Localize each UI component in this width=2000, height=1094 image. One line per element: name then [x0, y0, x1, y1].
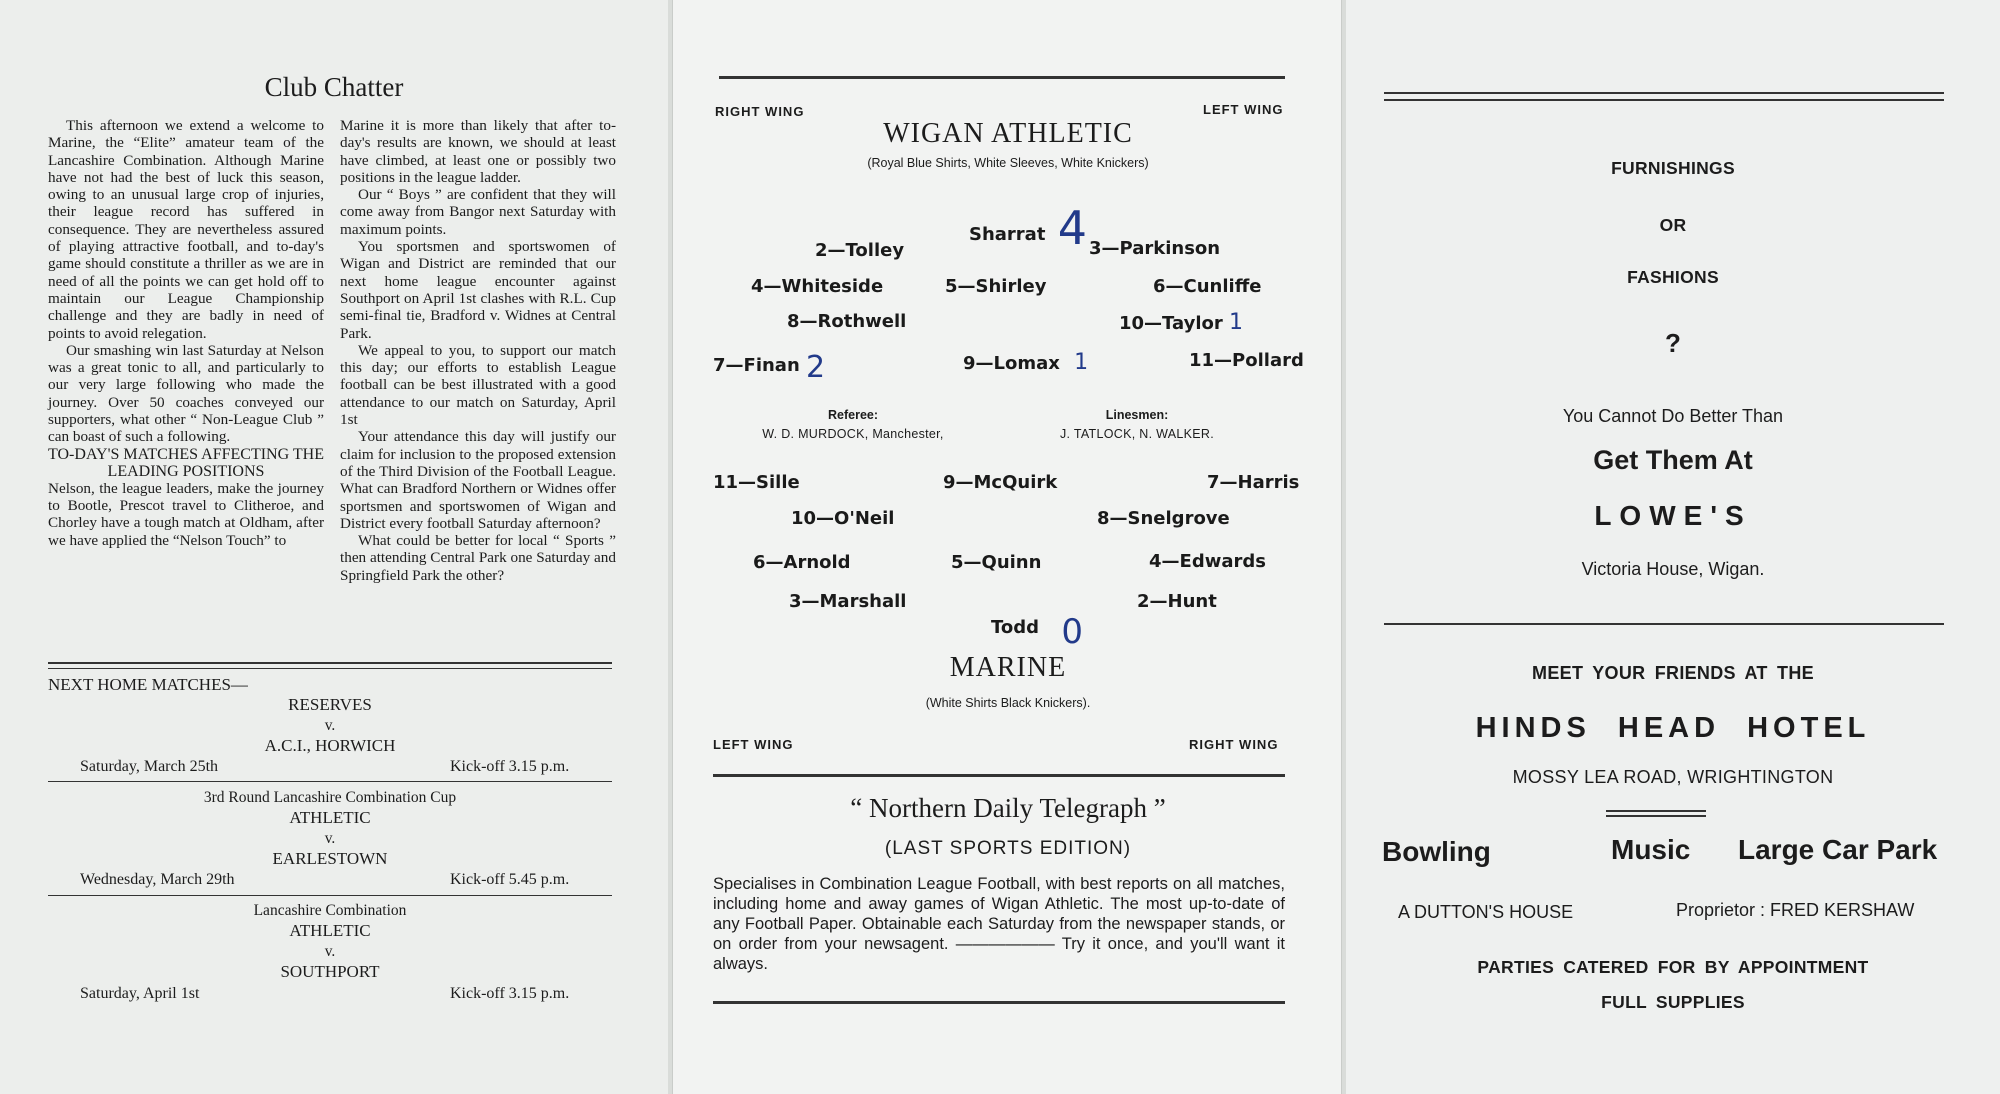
home-outside-left: 11—Pollard — [1189, 350, 1304, 371]
right-wing-label: RIGHT WING — [715, 104, 805, 119]
away-centre-half: 5—Quinn — [951, 552, 1042, 573]
team-sheet-page — [672, 0, 1342, 1094]
divider — [48, 662, 612, 669]
chatter-paragraph: We appeal to you, to support our match this day; our efforts to establish League football can be best illustrated with a good attendance to our match on Saturday, April 1st — [340, 341, 616, 429]
advert-line: FURNISHINGS — [1611, 158, 1735, 178]
page-title: Club Chatter — [264, 72, 404, 102]
home-right-back: 2—Tolley — [815, 240, 905, 261]
left-wing-label: LEFT WING — [713, 737, 794, 752]
chatter-paragraph: What could be better for local “ Sports ” then attending Central Park one Saturday and Springfield Park the other? — [340, 532, 616, 584]
home-centre-half: 5—Shirley — [945, 276, 1047, 297]
chatter-paragraph: Nelson, the league leaders, make the journey to Bootle, Prescot travel to Clitheroe, and Chorley have a tough match at Oldham, after we have applied the “Nelson Touch” to — [48, 479, 324, 549]
away-centre-forward: 9—McQuirk — [943, 472, 1058, 493]
away-right-back: 2—Hunt — [1137, 591, 1217, 612]
chatter-paragraph: You sportsmen and sportswomen of Wigan and District are reminded that our next home league encounter against Southport on April 1st clashes with R.L. Cup semi-final tie, Bradford v. Widnes at Central Park. — [340, 238, 616, 342]
home-left-back: 3—Parkinson — [1089, 238, 1221, 259]
divider — [1384, 623, 1944, 625]
advert-question-mark: ? — [1665, 328, 1681, 358]
next-home-heading: NEXT HOME MATCHES— — [48, 675, 248, 694]
fixture-competition: 3rd Round Lancashire Combination Cup — [203, 789, 457, 806]
club-chatter-page — [0, 0, 668, 1094]
player-name: 10—Taylor — [1119, 313, 1223, 334]
divider — [1384, 92, 1944, 101]
away-left-back: 3—Marshall — [789, 591, 907, 612]
home-inside-right: 8—Rothwell — [787, 311, 907, 332]
fixture-kickoff: Kick-off 5.45 p.m. — [450, 871, 570, 888]
divider — [48, 895, 612, 896]
chatter-column-left — [48, 117, 324, 549]
linesmen-label: Linesmen: — [1105, 408, 1169, 422]
fixture-home-team: ATHLETIC — [289, 921, 371, 940]
home-inside-left — [1119, 310, 1243, 335]
fixture-away-team: A.C.I., HORWICH — [264, 736, 396, 755]
goal-tally: 1 — [1074, 350, 1089, 375]
advert-shop-name: LOWE'S — [1594, 500, 1752, 531]
divider — [713, 1001, 1285, 1004]
advert-feature-bowling: Bowling — [1382, 836, 1491, 867]
chatter-paragraph: Our “ Boys ” are confident that they will come away from Bangor next Saturday with maximum points. — [340, 186, 616, 238]
away-team-colours: (White Shirts Black Knickers). — [925, 696, 1091, 710]
goal-tally: 2 — [806, 350, 826, 385]
fixture-home-team: RESERVES — [288, 695, 372, 714]
away-team-name: MARINE — [949, 652, 1067, 683]
away-outside-right: 7—Harris — [1207, 472, 1300, 493]
newspaper-advert-subtitle: (LAST SPORTS EDITION) — [884, 838, 1132, 859]
advert-brewery: A DUTTON'S HOUSE — [1398, 902, 1574, 922]
home-outside-right — [713, 350, 825, 385]
player-name: 7—Finan — [713, 355, 800, 376]
divider — [713, 774, 1285, 777]
advert-line: FASHIONS — [1627, 267, 1719, 287]
fixture-versus: v. — [324, 830, 336, 847]
advert-line: PARTIES CATERED FOR BY APPOINTMENT — [1477, 957, 1869, 977]
chatter-paragraph: Our smashing win last Saturday at Nelson was a great tonic to all, and particularly to our very large following who made the journey. Over 50 coaches conveyed our supporters, what other “ Non-League Club ” can boast of such a following. — [48, 341, 324, 446]
newspaper-advert-title: “ Northern Daily Telegraph ” — [850, 793, 1166, 823]
away-outside-left: 11—Sille — [713, 472, 800, 493]
home-team-colours: (Royal Blue Shirts, White Sleeves, White Knickers) — [867, 156, 1149, 170]
advert-line: MEET YOUR FRIENDS AT THE — [1532, 663, 1814, 683]
divider — [719, 76, 1285, 79]
fixture-date: Wednesday, March 29th — [80, 871, 235, 888]
adverts-page — [1346, 0, 2000, 1094]
advert-proprietor: Proprietor : FRED KERSHAW — [1676, 900, 1915, 920]
fixture-versus: v. — [324, 717, 336, 734]
divider — [48, 781, 612, 782]
referee-name: W. D. MURDOCK, Manchester, — [762, 427, 944, 441]
home-right-half: 4—Whiteside — [751, 276, 884, 297]
linesmen-names: J. TATLOCK, N. WALKER. — [1059, 427, 1215, 441]
advert-feature-car-park: Large Car Park — [1738, 834, 1938, 865]
player-name: 9—Lomax — [963, 353, 1060, 374]
away-inside-left: 10—O'Neil — [791, 508, 895, 529]
fixture-versus: v. — [324, 943, 336, 960]
away-score: 0 — [1061, 612, 1083, 652]
goal-tally: 1 — [1229, 310, 1244, 335]
chatter-paragraph: Marine it is more than likely that after to-day's results are known, we should at least have climbed, at least one or possibly two positions in the league ladder. — [340, 117, 616, 186]
player-name: Todd — [991, 617, 1040, 638]
referee-label: Referee: — [827, 408, 879, 422]
newspaper-advert-body: Specialises in Combination League Football, with best reports on all matches, including home and away games of Wigan Athletic. The most up-to-date of any Football Paper. Obtainable each Saturday from the newspaper stands, or on order from your newsagent. —————— Try it once, and you'll want it always. — [713, 875, 1285, 973]
right-wing-label: RIGHT WING — [1189, 737, 1279, 752]
advert-line: FULL SUPPLIES — [1601, 992, 1745, 1012]
away-right-half: 4—Edwards — [1149, 551, 1266, 572]
fixture-date: Saturday, April 1st — [80, 985, 200, 1002]
away-left-half: 6—Arnold — [753, 552, 851, 573]
advert-line: OR — [1659, 215, 1687, 235]
chatter-column-right — [340, 117, 616, 584]
advert-address: Victoria House, Wigan. — [1581, 559, 1765, 579]
player-name: Sharrat — [969, 224, 1046, 245]
home-score: 4 — [1057, 201, 1087, 255]
advert-address: MOSSY LEA ROAD, WRIGHTINGTON — [1512, 767, 1834, 787]
left-wing-label: LEFT WING — [1203, 102, 1284, 117]
fixture-home-team: ATHLETIC — [289, 808, 371, 827]
fixture-competition: Lancashire Combination — [253, 902, 407, 919]
away-inside-right: 8—Snelgrove — [1097, 508, 1230, 529]
fixture-kickoff: Kick-off 3.15 p.m. — [450, 758, 570, 775]
home-left-half: 6—Cunliffe — [1153, 276, 1262, 297]
home-team-name: WIGAN ATHLETIC — [883, 118, 1133, 149]
fixture-away-team: SOUTHPORT — [280, 962, 380, 981]
advert-hotel-name: HINDS HEAD HOTEL — [1475, 712, 1871, 744]
advert-feature-music: Music — [1611, 834, 1691, 865]
away-goalkeeper — [991, 612, 1083, 652]
fixture-kickoff: Kick-off 3.15 p.m. — [450, 985, 570, 1002]
advert-line: You Cannot Do Better Than — [1562, 406, 1784, 426]
home-goalkeeper — [969, 203, 1087, 257]
divider — [1606, 810, 1706, 817]
chatter-paragraph: This afternoon we extend a welcome to Marine, the “Elite” amateur team of the Lancashire Combination. Although Marine have not had the best of luck this season, owing to an unusual large crop of injuries, their league record has suffered in consequence. They are nevertheless assured of playing attractive football, and to-day's game should constitute a thriller as we are in need of all the points we can get hold off to maintain our League Championship challenge and they are badly in need of points to avoid relegation. — [48, 117, 324, 342]
fixture-date: Saturday, March 25th — [80, 758, 219, 775]
chatter-paragraph: Your attendance this day will justify our claim for inclusion to the proposed extension of the Third Division of the Football League. What can Bradford Northern or Widnes offer sportsmen and sportswomen of Wigan and District every football Saturday afternoon? — [340, 428, 616, 532]
fixture-away-team: EARLESTOWN — [272, 849, 388, 868]
section-heading: TO-DAY'S MATCHES AFFECTING THE LEADING POSITIONS — [48, 445, 324, 480]
home-centre-forward — [963, 350, 1088, 375]
advert-headline: Get Them At — [1593, 445, 1753, 475]
